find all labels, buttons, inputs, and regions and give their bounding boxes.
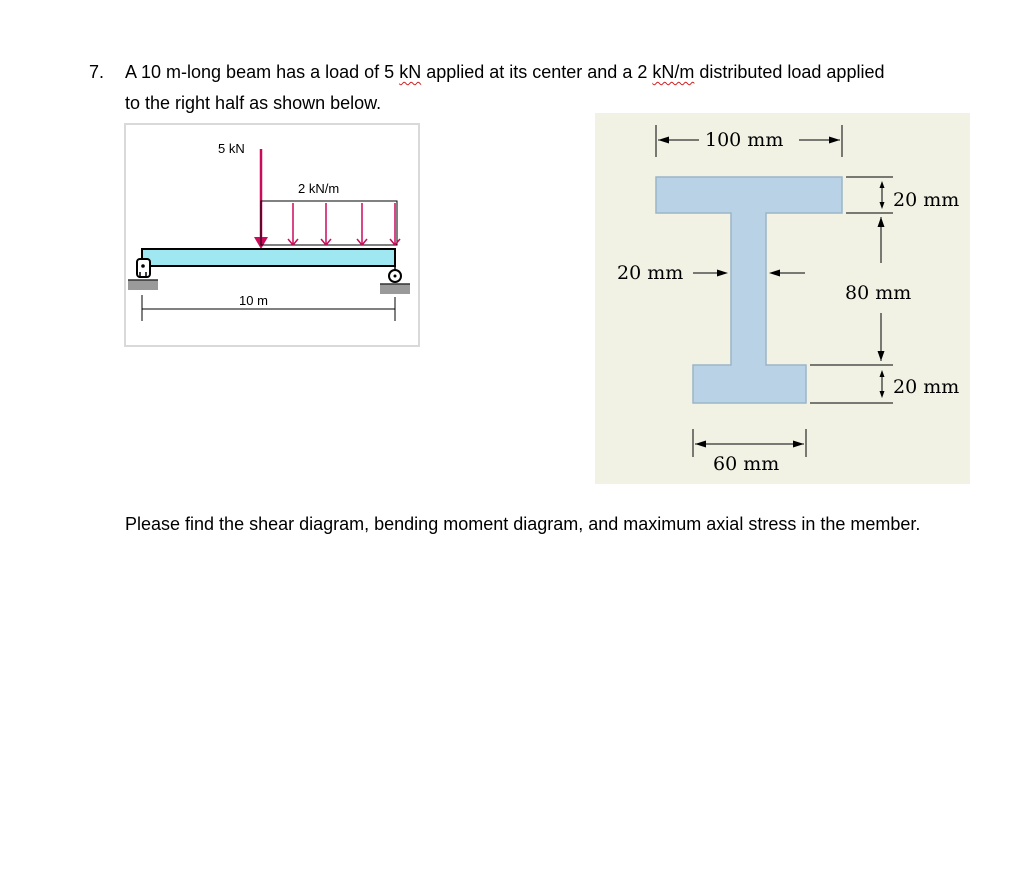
question-text-line1 xyxy=(125,62,884,83)
web-thickness-arrowhead-left xyxy=(717,270,728,277)
left-support-pin xyxy=(141,264,145,268)
web-height-arrowhead-up xyxy=(878,217,885,227)
question-text-part: distributed load applied xyxy=(694,62,885,82)
bottom-flange-thickness-label: 20 mm xyxy=(893,376,960,398)
web-height-arrowhead-down xyxy=(878,351,885,361)
top-width-label: 100 mm xyxy=(705,129,784,151)
distributed-load-label: 2 kN/m xyxy=(298,181,340,196)
web-thickness-arrowhead-right xyxy=(769,270,780,277)
question-prompt: Please find the shear diagram, bending moment diagram, and maximum axial stress in the member. xyxy=(125,514,921,534)
top-flange-thickness-label: 20 mm xyxy=(893,189,960,211)
unit-kn: kN xyxy=(399,62,422,82)
bottom-width-arrowhead-left xyxy=(695,441,706,448)
span-label: 10 m xyxy=(239,293,268,308)
bottom-flange-arrowhead-down xyxy=(880,391,885,398)
web-thickness-label: 20 mm xyxy=(617,262,684,284)
left-ground-hatch xyxy=(128,280,158,290)
cross-section-figure xyxy=(595,113,970,484)
point-load-label: 5 kN xyxy=(218,141,245,156)
i-section-diagram xyxy=(595,113,970,484)
top-flange-arrowhead-up xyxy=(880,181,885,188)
bottom-width-label: 60 mm xyxy=(713,453,780,475)
right-support xyxy=(380,266,410,294)
beam-loading-figure xyxy=(124,123,420,347)
top-width-arrowhead-right xyxy=(829,137,840,144)
bottom-width-arrowhead-right xyxy=(793,441,804,448)
question-text-line2: to the right half as shown below. xyxy=(125,93,382,113)
distributed-load-outline xyxy=(261,201,397,245)
question-number: 7. xyxy=(89,62,105,82)
right-ground-hatch xyxy=(380,284,410,294)
bottom-flange-arrowhead-up xyxy=(880,370,885,377)
top-flange-arrowhead-down xyxy=(880,202,885,209)
unit-kn-per-m: kN/m xyxy=(652,62,695,82)
right-support-pin xyxy=(394,275,397,278)
question-text-part: A 10 m-long beam has a load of 5 xyxy=(125,62,400,82)
beam-diagram xyxy=(126,125,422,349)
question-text-part: applied at its center and a 2 xyxy=(421,62,653,82)
beam xyxy=(142,249,395,266)
web-height-label: 80 mm xyxy=(845,282,912,304)
top-width-arrowhead-left xyxy=(658,137,669,144)
distributed-load-arrows xyxy=(288,203,400,245)
left-support-block xyxy=(137,259,150,277)
i-section-shape xyxy=(656,177,842,403)
